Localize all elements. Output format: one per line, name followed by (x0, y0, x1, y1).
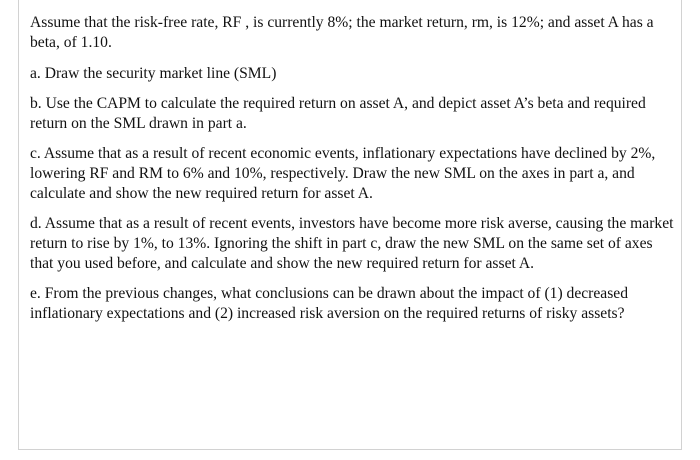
question-c: c. Assume that as a result of recent economic events, inflationary expectations have declined by 2%, lowering RF and RM to 6% and 10%, respectively. Draw the new SML on the axes in part a, and calculate and show the new required return for asset A. (30, 145, 656, 202)
problem-intro: Assume that the risk-free rate, RF , is currently 8%; the market return, rm, is 12%; and asset A has a beta, of 1.10. (30, 14, 654, 51)
question-d: d. Assume that as a result of recent events, investors have become more risk averse, causing the market return to rise by 1%, to 13%. Ignoring the shift in part c, draw the new SML on the same set of axes that you used before, and calculate and show the new required return for asset A. (30, 215, 674, 272)
question-a: a. Draw the security market line (SML) (30, 65, 277, 82)
question-b: b. Use the CAPM to calculate the required return on asset A, and depict asset A’s beta and required return on the SML drawn in part a. (30, 95, 646, 132)
question-e: e. From the previous changes, what conclusions can be drawn about the impact of (1) decreased inflationary expectations and (2) increased risk aversion on the required returns of risky assets? (30, 285, 628, 322)
question-text-block (30, 13, 676, 334)
